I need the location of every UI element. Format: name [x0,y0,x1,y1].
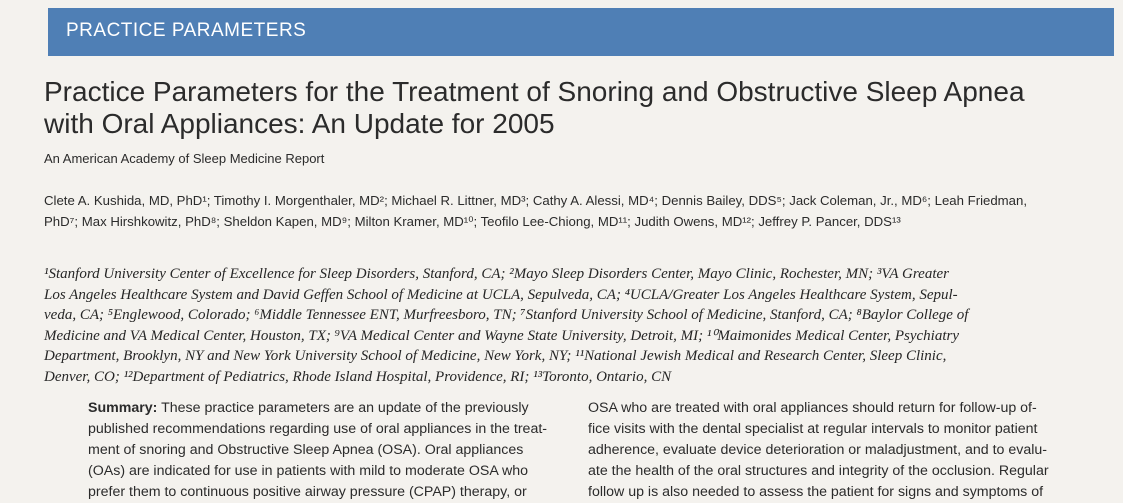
summary-line: ment of snoring and Obstructive Sleep Apnea (OSA). Oral appliances [88,442,524,458]
affiliation-line: ¹Stanford University Center of Excellence for Sleep Disorders, Stanford, CA; ²Mayo Sleep Disorders Center, Mayo Clinic, Rochester, MN; ³VA Greater [44,266,949,282]
report-subtitle: An American Academy of Sleep Medicine Report [44,151,325,166]
title-line: with Oral Appliances: An Update for 2005 [44,108,555,139]
summary-column-left [88,398,568,503]
summary-column-right [588,398,1068,503]
summary-line: adherence, evaluate device deterioration or maladjustment, and to evalu- [588,442,1048,458]
summary-first-line [88,398,568,419]
author-list [44,190,1104,232]
affiliation-line: Los Angeles Healthcare System and David Geffen School of Medicine at UCLA, Sepulveda, CA; ⁴UCLA/Greater Los Angeles Healthcare System, Sepul- [44,286,958,303]
affiliation-line: veda, CA; ⁵Englewood, Colorado; ⁶Middle Tennessee ENT, Murfreesboro, TN; ⁷Stanford University School of Medicine, Stanford, CA; ⁸Baylor College of [44,307,969,323]
summary-line: ate the health of the oral structures and integrity of the occlusion. Regular [588,463,1049,479]
paper-title [44,76,1104,140]
title-line: Practice Parameters for the Treatment of Snoring and Obstructive Sleep Apnea [44,76,1025,107]
summary-line: fice visits with the dental specialist at regular intervals to monitor patient [588,421,1038,437]
summary-line: (OAs) are indicated for use in patients with mild to moderate OSA who [88,463,529,479]
summary-line: published recommendations regarding use of oral appliances in the treat- [88,421,548,437]
summary-first-text: These practice parameters are an update of the previously [157,400,529,416]
summary-line: prefer them to continuous positive airway pressure (CPAP) therapy, or [88,484,527,500]
affiliations [44,264,1114,387]
author-line: PhD⁷; Max Hirshkowitz, PhD⁸; Sheldon Kapen, MD⁹; Milton Kramer, MD¹⁰; Teofilo Lee-Chiong, MD¹¹; Judith Owens, MD¹²; Jeffrey P. Pancer, DDS¹³ [44,214,901,229]
summary-label: Summary: [88,400,158,416]
affiliation-line: Department, Brooklyn, NY and New York University School of Medicine, New York, NY; ¹¹National Jewish Medical and Research Center, Sleep Clinic, [44,348,947,364]
section-banner [48,8,1114,56]
summary-line: OSA who are treated with oral appliances should return for follow-up of- [588,400,1037,416]
summary-line: follow up is also needed to assess the patient for signs and symptoms of [588,484,1044,500]
affiliation-line: Denver, CO; ¹²Department of Pediatrics, Rhode Island Hospital, Providence, RI; ¹³Toronto, Ontario, CN [44,368,672,385]
affiliation-line: Medicine and VA Medical Center, Houston, TX; ⁹VA Medical Center and Wayne State University, Detroit, MI; ¹⁰Maimonides Medical Center, Psychiatry [44,327,959,344]
section-label: PRACTICE PARAMETERS [66,20,307,41]
author-line: Clete A. Kushida, MD, PhD¹; Timothy I. Morgenthaler, MD²; Michael R. Littner, MD³; Cathy A. Alessi, MD⁴; Dennis Bailey, DDS⁵; Jack Coleman, Jr., MD⁶; Leah Friedman, [44,193,1027,208]
